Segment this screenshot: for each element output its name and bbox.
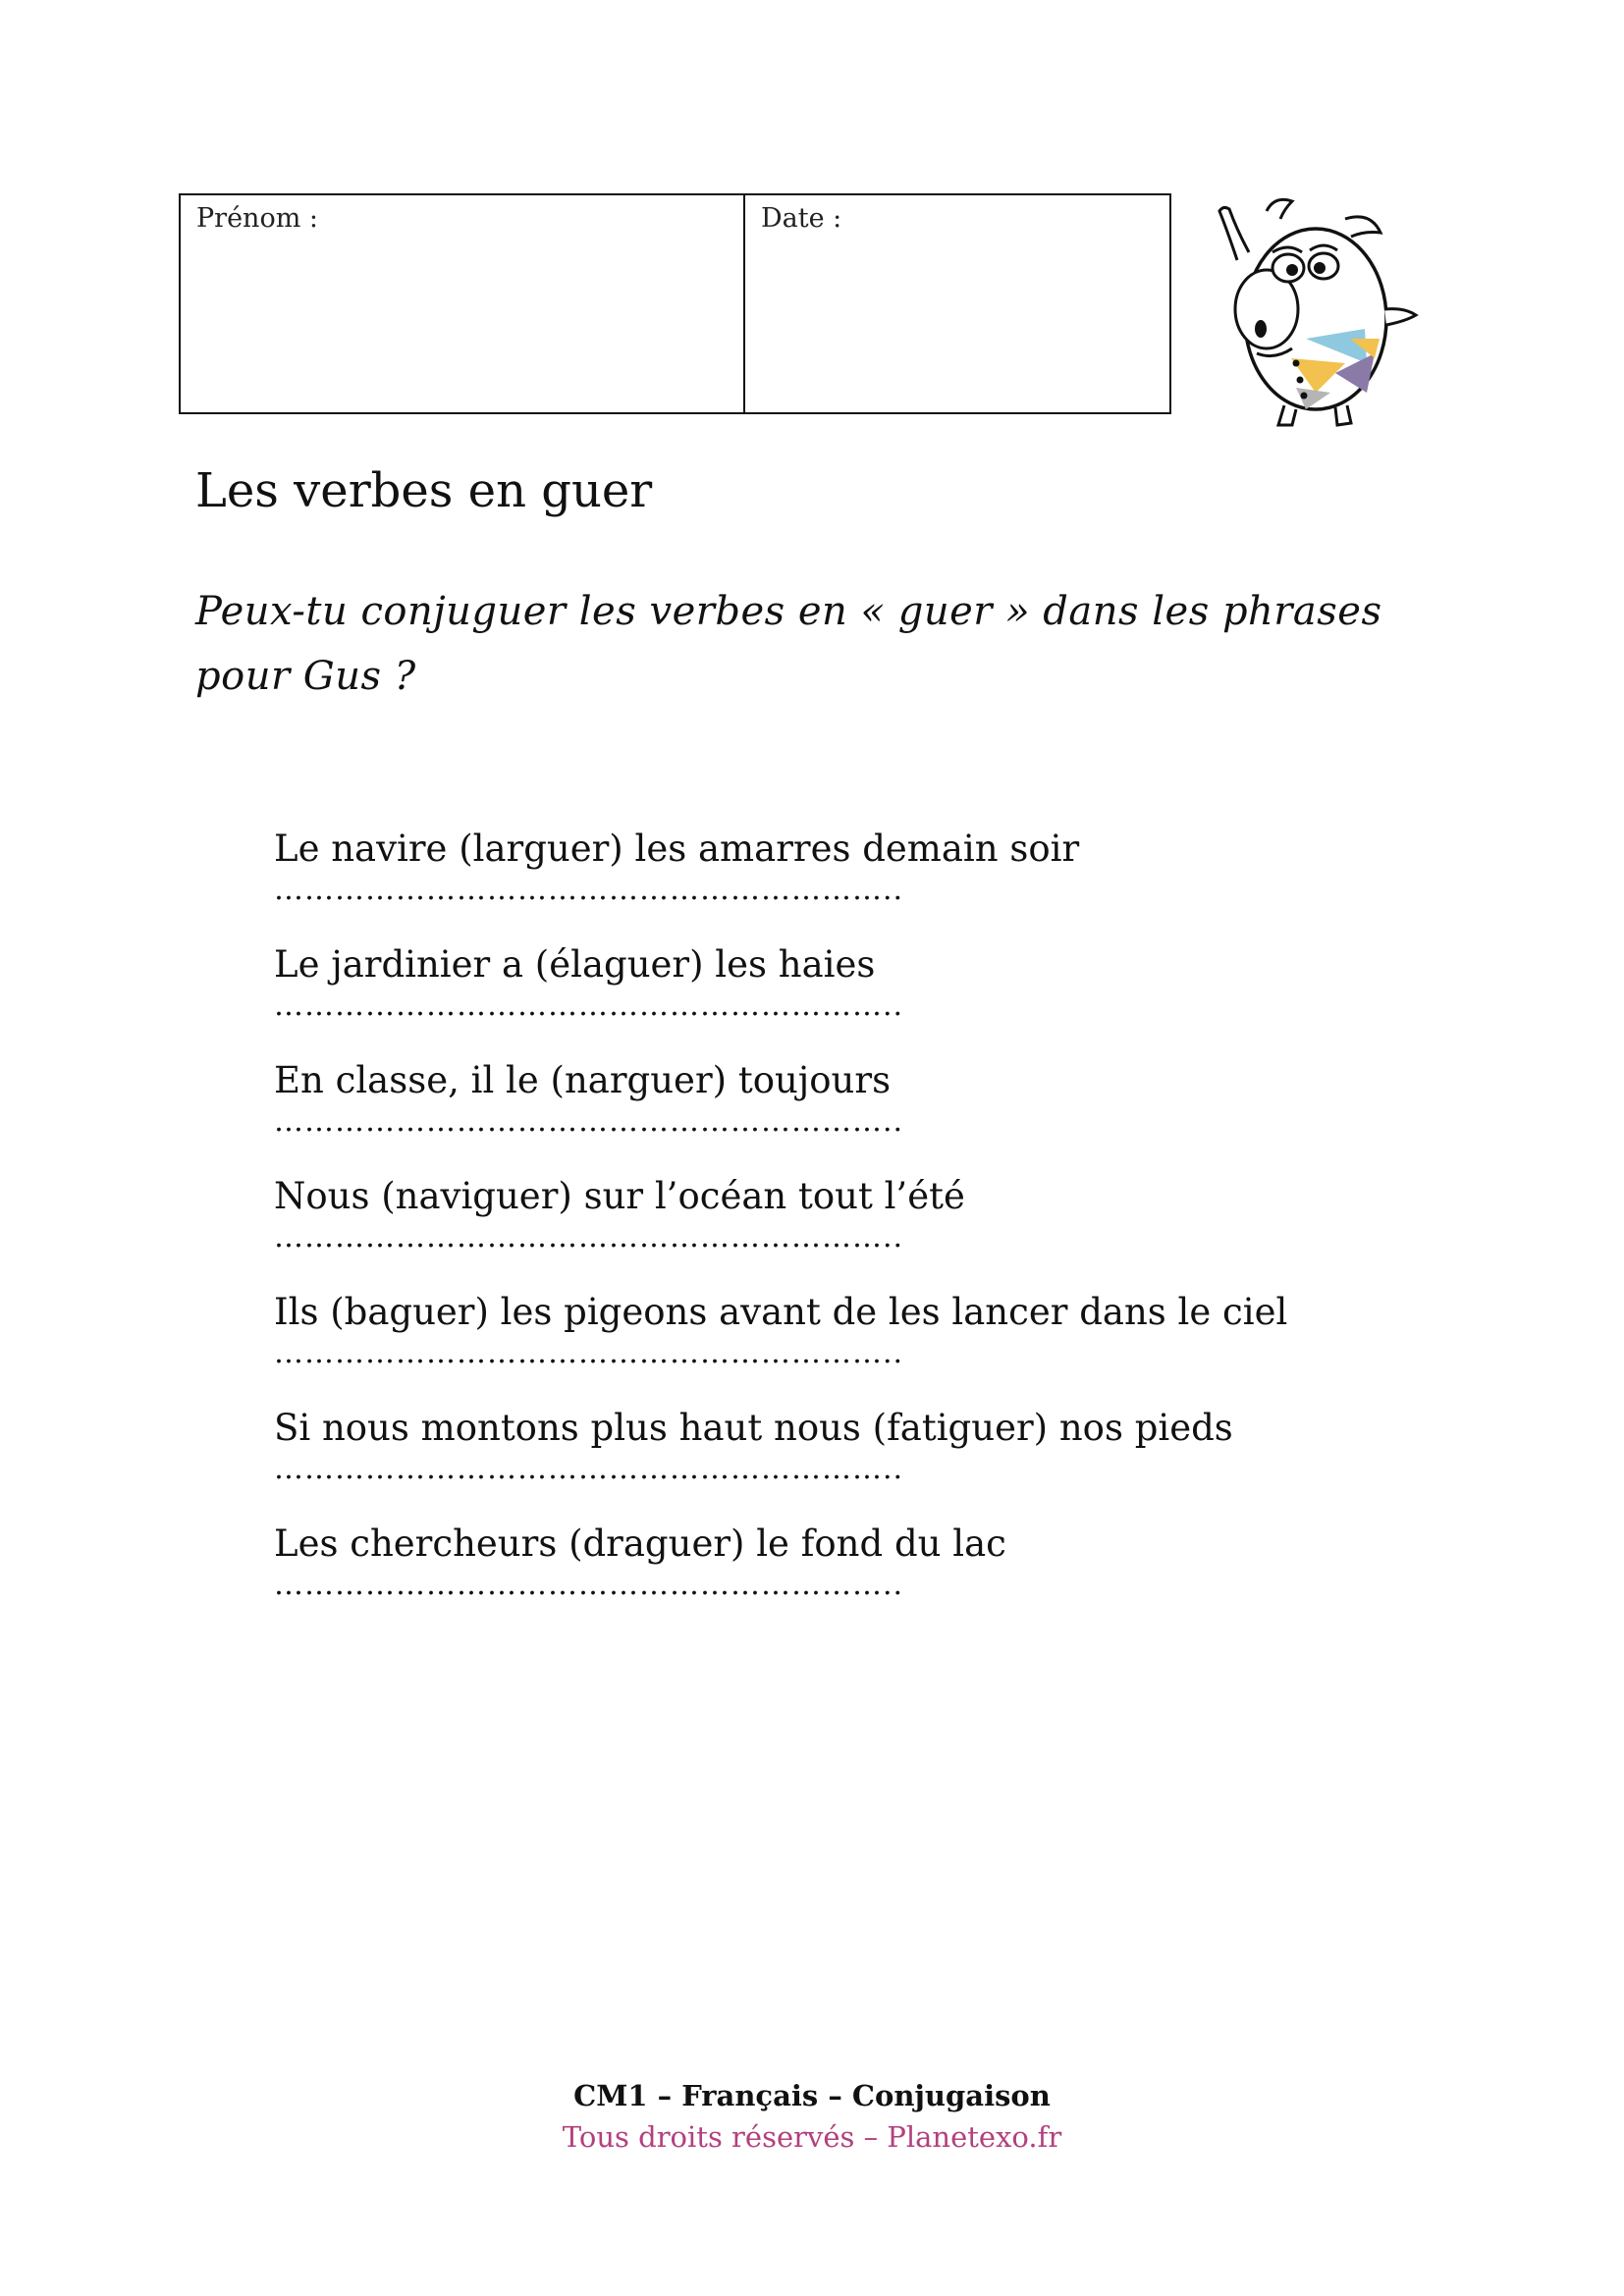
- answer-line[interactable]: ……………………………………………………..: [274, 1569, 904, 1602]
- exercise-sentence: Le jardinier a (élaguer) les haies: [274, 943, 876, 986]
- exercise-item: [274, 825, 1452, 940]
- exercise-sentence: Le navire (larguer) les amarres demain soir: [274, 828, 1080, 870]
- exercise-item: [274, 1404, 1452, 1520]
- instruction-text: Peux-tu conjuguer les verbes en « guer » dans les phrases pour Gus ?: [195, 589, 1382, 699]
- exercise-item: [274, 1056, 1452, 1172]
- exercise-item: [274, 1520, 1452, 1635]
- exercise-item: [274, 1288, 1452, 1404]
- date-field[interactable]: [745, 195, 1169, 412]
- footer-copyright-link[interactable]: Tous droits réservés – Planetexo.fr: [562, 2120, 1062, 2154]
- date-label: Date :: [761, 203, 842, 234]
- prenom-field[interactable]: [181, 195, 745, 412]
- answer-line[interactable]: ……………………………………………………..: [274, 874, 904, 907]
- name-date-box: [179, 193, 1171, 414]
- exercise-sentence: Nous (naviguer) sur l’océan tout l’été: [274, 1175, 965, 1217]
- answer-line[interactable]: ……………………………………………………..: [274, 989, 904, 1023]
- exercise-item: [274, 940, 1452, 1056]
- exercise-sentence: Les chercheurs (draguer) le fond du lac: [274, 1522, 1006, 1565]
- answer-line[interactable]: ……………………………………………………..: [274, 1453, 904, 1486]
- page-title: Les verbes en guer: [195, 463, 653, 518]
- exercise-list: [274, 825, 1452, 1635]
- exercise-sentence: En classe, il le (narguer) toujours: [274, 1059, 892, 1101]
- exercise-sentence: Si nous montons plus haut nous (fatiguer) nos pieds: [274, 1407, 1233, 1449]
- gus-mascot-illustration: [1198, 191, 1424, 427]
- answer-line[interactable]: ……………………………………………………..: [274, 1221, 904, 1255]
- exercise-item: [274, 1172, 1452, 1288]
- answer-line[interactable]: ……………………………………………………..: [274, 1337, 904, 1370]
- answer-line[interactable]: ……………………………………………………..: [274, 1105, 904, 1139]
- footer-course-label: CM1 – Français – Conjugaison: [573, 2079, 1051, 2112]
- prenom-label: Prénom :: [196, 203, 318, 234]
- exercise-sentence: Ils (baguer) les pigeons avant de les lancer dans le ciel: [274, 1291, 1288, 1333]
